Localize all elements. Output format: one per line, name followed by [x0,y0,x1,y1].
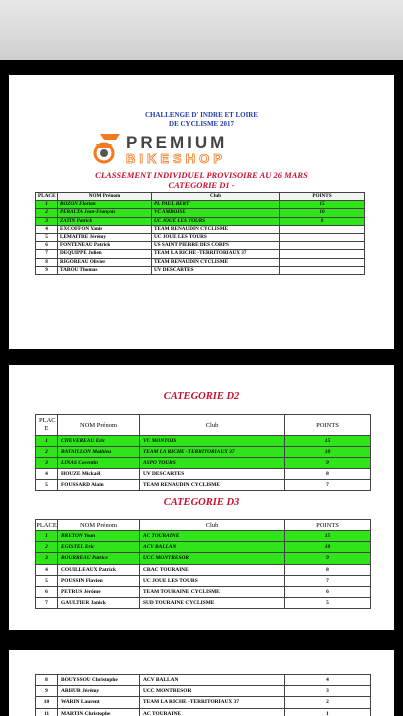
place-cell: 10 [36,697,58,708]
table-header-row [36,415,371,436]
club-cell: UC JOUE LES TOURS [152,233,280,241]
table-row [36,480,371,491]
table-row [36,436,371,447]
points-cell: 2 [285,697,371,708]
col-name: NOM Prénom [58,415,140,436]
col-points: POINTS [285,415,371,436]
name-cell: BOZON Florian [58,201,152,209]
points-cell: 8 [285,469,371,480]
place-cell: 2 [36,447,58,458]
table-row [36,233,365,241]
place-cell: 1 [36,436,58,447]
table-row [36,575,371,586]
name-cell: COUILLEAUX Patrick [58,564,140,575]
col-place: PLACE [36,521,57,529]
points-cell: 9 [285,553,371,564]
name-cell: RIGOREAU Olivier [58,258,152,266]
club-cell: SUD TOURAINE CYCLISME [140,598,285,609]
place-cell: 4 [36,469,58,480]
challenge-title: CHALLENGE D' INDRE ET LOIRE [144,111,259,119]
club-cell: UV DESCARTES [152,266,280,274]
col-club: Club [152,193,280,201]
place-cell: 5 [36,575,58,586]
table-row [36,250,365,258]
club-cell: US SAINT PIERRE DES CORPS [152,242,280,250]
table-header-row [36,520,371,531]
table-row [36,686,371,697]
category-d1-title: CATEGORIE D1 - [168,180,235,190]
logo-bikeshop-text: BIKESHOP [126,151,226,166]
points-cell: 10 [280,209,365,217]
place-cell: 3 [36,217,58,225]
name-cell: FONTENEAU Patrick [58,242,152,250]
name-cell: LINAS Corentin [58,458,140,469]
club-cell: VC AMBOISE [152,209,280,217]
club-cell: ASPO TOURS [140,458,285,469]
place-cell: 3 [36,553,58,564]
table-row [36,675,371,686]
club-cell: TEAM RENAUDIN CYCLISME [152,225,280,233]
name-cell: POUSSIN Flavien [58,575,140,586]
name-cell: BATAILLON Mathieu [58,447,140,458]
name-cell: LEMAITRE Jérémy [58,233,152,241]
category-d3-title: CATEGORIE D3 [163,497,240,508]
col-name: NOM Prénom [58,193,152,201]
col-name: NOM Prénom [58,520,140,531]
club-cell: CRAC TOURAINE [140,564,285,575]
place-cell: 5 [36,233,58,241]
points-cell [280,258,365,266]
place-cell: 7 [36,598,58,609]
points-cell: 4 [285,675,371,686]
d3-table [35,519,371,609]
points-cell: 9 [280,217,365,225]
place-cell: 8 [36,675,58,686]
name-cell: CHEVEREAU Eric [58,436,140,447]
points-cell: 15 [285,531,371,542]
place-cell: 1 [36,201,58,209]
place-cell: 9 [36,266,58,274]
table-row [36,469,371,480]
name-cell: BOURREAU Patrice [58,553,140,564]
points-cell: 3 [285,686,371,697]
table-row [36,697,371,708]
viewer-top-bar [0,0,403,60]
points-cell: 8 [285,564,371,575]
table-row [36,242,365,250]
col-points: POINTS [280,193,365,201]
club-cell: UCC MONTRESOR [140,686,285,697]
table-row [36,225,365,233]
club-cell: TEAM TOURAINE CYCLISME [140,586,285,597]
place-cell: 5 [36,480,58,491]
points-cell: 10 [285,542,371,553]
club-cell: AC TOURAINE [140,531,285,542]
place-cell: 2 [36,542,58,553]
place-cell: 1 [36,531,58,542]
place-cell: 6 [36,586,58,597]
club-cell: UV DESCARTES [140,469,285,480]
page-3 [9,650,394,716]
points-cell [280,250,365,258]
table-row [36,458,371,469]
points-cell: 1 [285,708,371,716]
club-cell: TEAM LA RICHE -TERRITORIAUX 37 [140,447,285,458]
points-cell: 7 [285,480,371,491]
table-row [36,447,371,458]
place-cell: 7 [36,250,58,258]
name-cell: ZATIN Patrick [58,217,152,225]
col-club: Club [140,415,285,436]
points-cell [280,242,365,250]
club-cell: TEAM LA RICHE -TERRITORIAUX 37 [152,250,280,258]
premium-bikeshop-logo [86,128,314,166]
points-cell: 7 [285,575,371,586]
table-row [36,598,371,609]
place-cell: 9 [36,686,58,697]
col-club: Club [140,520,285,531]
club-cell: AC TOURAINE [140,708,285,716]
club-cell: TEAM LA RICHE -TERRITORIAUX 37 [140,697,285,708]
table-row [36,258,365,266]
name-cell: BOUYSSOU Christophe [58,675,140,686]
name-cell: DEQUIPPE Julien [58,250,152,258]
club-cell: UCC MONTRESOR [140,553,285,564]
points-cell: 9 [285,458,371,469]
table-row [36,531,371,542]
place-cell: 4 [36,225,58,233]
place-cell: 8 [36,258,58,266]
table-row [36,708,371,716]
col-place: PLAC E [36,415,58,436]
table-row [36,209,365,217]
category-d2-title: CATEGORIE D2 [163,391,240,402]
col-points: POINTS [285,520,371,531]
table-row [36,217,365,225]
d1-table [35,192,365,275]
page-1 [9,75,394,349]
club-cell: ACV BALLAN [140,542,285,553]
table-row [36,553,371,564]
table-header-row [36,193,365,201]
table-row [36,201,365,209]
name-cell: PETRUS Jérôme [58,586,140,597]
points-cell [280,266,365,274]
name-cell: EXCOFFON Yanis [58,225,152,233]
d2-table [35,414,371,491]
name-cell: GAULTIER Janick [58,598,140,609]
challenge-year: DE CYCLISME 2017 [169,120,234,128]
table-row [36,266,365,274]
d3-continued-table [35,674,371,716]
name-cell: FOUSSARD Alain [58,480,140,491]
club-cell: UC JOUE LES TOURS [140,575,285,586]
name-cell: PERALTA Jean-François [58,209,152,217]
points-cell: 5 [285,598,371,609]
page-2 [9,365,394,630]
name-cell: MARTIN Christophe [58,708,140,716]
table-row [36,542,371,553]
points-cell: 10 [285,447,371,458]
place-cell: 11 [36,708,58,716]
club-cell: ACV BALLAN [140,675,285,686]
table-row [36,564,371,575]
club-cell: TEAM RENAUDIN CYCLISME [152,258,280,266]
table-row [36,586,371,597]
col-place: PLACE [36,193,58,201]
place-cell: 2 [36,209,58,217]
place-cell: 4 [36,564,58,575]
logo-premium-text: PREMIUM [126,133,228,152]
points-cell: 15 [285,436,371,447]
points-cell [280,225,365,233]
classement-title: CLASSEMENT INDIVIDUEL PROVISOIRE AU 26 MARS [95,170,308,180]
name-cell: TAROU Thomas [58,266,152,274]
points-cell [280,233,365,241]
club-cell: PL PAUL BERT [152,201,280,209]
name-cell: EGISTEL Eric [58,542,140,553]
club-cell: VC MONTOIS [140,436,285,447]
place-cell: 6 [36,242,58,250]
name-cell: ARHUR Jérémy [58,686,140,697]
place-cell: 3 [36,458,58,469]
points-cell: 6 [285,586,371,597]
name-cell: HOUZE Mickaël [58,469,140,480]
name-cell: WARIN Laurent [58,697,140,708]
points-cell: 15 [280,201,365,209]
club-cell: TEAM RENAUDIN CYCLISME [140,480,285,491]
name-cell: BRETON Yoan [58,531,140,542]
club-cell: UC JOUE LES TOURS [152,217,280,225]
